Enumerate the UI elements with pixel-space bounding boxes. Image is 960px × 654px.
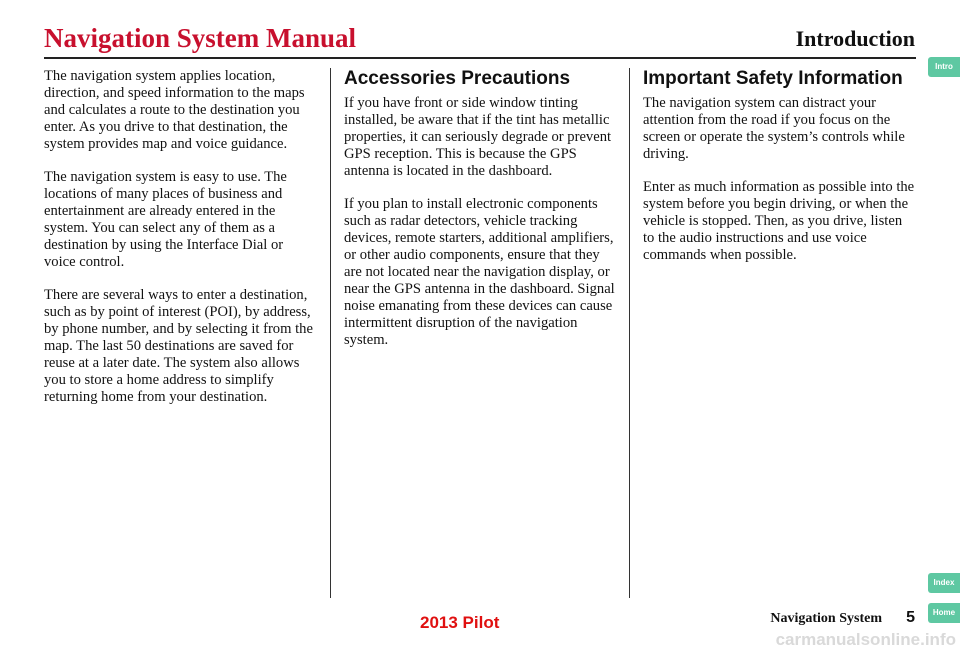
section-title: Introduction — [795, 26, 915, 51]
page-number: 5 — [906, 609, 915, 626]
intro-tab[interactable]: Intro — [928, 57, 960, 77]
paragraph: If you have front or side window tinting installed, be aware that if the tint has metallic properties, it can seriously degrade or prevent GPS reception. This is because the GPS antenna is located in the dashboard. — [344, 95, 612, 179]
header-rule — [44, 57, 916, 59]
column-safety — [643, 68, 915, 280]
accessories-heading: Accessories Precautions — [344, 68, 571, 89]
site-watermark: carmanualsonline.info — [775, 630, 956, 649]
column-overview — [44, 68, 316, 422]
column-divider — [330, 68, 331, 598]
footer-label: Navigation System — [770, 611, 882, 626]
home-tab[interactable]: Home — [928, 603, 960, 623]
paragraph: Enter as much information as possible into the system before you begin driving, or when the vehicle is stopped. Then, as you drive, listen to the audio instructions and use voice commands when possible. — [643, 179, 915, 263]
paragraph: There are several ways to enter a destination, such as by point of interest (POI), by address, by phone number, and by selecting it from the map. The last 50 destinations are saved for reuse at a later date. The system also allows you to store a home address to simplify returning home from your destination. — [44, 287, 313, 405]
paragraph: The navigation system can distract your attention from the road if you focus on the screen or operate the system’s controls while driving. — [643, 95, 905, 162]
model-watermark: 2013 Pilot — [420, 613, 500, 632]
index-tab[interactable]: Index — [928, 573, 960, 593]
paragraph: The navigation system applies location, direction, and speed information to the maps and calculates a route to the destination you enter. As you drive to that destination, the system provides map and voice guidance. — [44, 68, 305, 152]
column-accessories — [344, 68, 616, 365]
page-title: Navigation System Manual — [44, 23, 357, 53]
column-divider — [629, 68, 630, 598]
safety-heading: Important Safety Information — [643, 68, 903, 89]
paragraph: If you plan to install electronic components such as radar detectors, vehicle tracking devices, remote starters, additional amplifiers, or other audio components, ensure that they are not located near the navigation display, or near the GPS antenna in the dashboard. Signal noise emanating from these devices can cause intermittent disruption of the navigation system. — [344, 196, 615, 348]
paragraph: The navigation system is easy to use. The locations of many places of business and entertainment are already entered in the system. You can select any of them as a destination by using the Interface Dial or voice control. — [44, 169, 287, 270]
